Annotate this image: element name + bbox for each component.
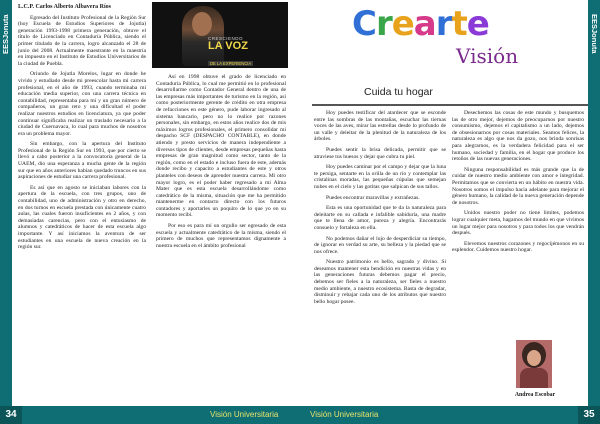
right-article-column-1 <box>314 110 446 309</box>
banner-subtitle: DE LA EXPERIENCIA <box>210 61 252 66</box>
article-author-name: Andrea Escobar <box>514 392 556 398</box>
right-article-column-2 <box>452 110 584 258</box>
logo-letter: a <box>413 4 436 44</box>
logo-letters <box>352 4 489 44</box>
author-photo-banner <box>152 2 288 68</box>
article-paragraph: Ninguna responsabilidad es más grande que la de cuidar de nuestro medio ambiente con amor e integridad. Permitamos que se convierta en un hábito en nuestra vida. Nosotros somos el impulso hacia adelante para mejorar el género humano, la calidad de la nueva generación depende de nosotros. <box>452 166 584 206</box>
article-paragraph: Hoy puedes testificar del atardecer que se esconde entre las sombras de las montañas, escuchar las tiernas voces de las aves, mirar las estrellas desde lo profundo de un valle y deleitar de la plenitud de la naturaleza de los árboles. <box>314 110 446 143</box>
article-paragraph: Desechemos las cosas de este mundo y busquemos las de otro mejor, dejemos de preocuparnos por nuestro consumismo, dejemos el capitalismo a un lado, dejemos de obsesionarnos por cosas materiales. Seamos felices, la naturaleza es algo que nos da gozo, nos brinda sonrisas para alegrarnos, es la verdadera felicidad para el ser humano, sociedad y familia, en el hogar que produce los retoños de las nuevas generaciones. <box>452 110 584 163</box>
left-side-tab-label: EESJonuta <box>1 14 10 54</box>
crearte-vision-logo <box>300 0 600 74</box>
article-paragraph: No podemos dañar el lujo de desperdiciar su tiempo, de ignorar en verdad su arte, su belleza y la piedad que se nos ofrece. <box>314 235 446 255</box>
title-divider <box>312 104 588 106</box>
article-paragraph: Elevemos nuestros corazones y regocijémonos en su esplendor. Cuidemos nuestro hogar. <box>452 240 584 254</box>
logo-letter: e <box>466 4 489 44</box>
right-page-number: 35 <box>578 406 600 424</box>
right-footer-bar <box>300 406 600 424</box>
article-paragraph: Hoy puedes caminar por el campo y dejar que la luna te persiga, sentarte en la orilla de un río y contemplar las cristalinas moradas, las pequeñas cúpulas que semejan nubes en el cielo y las gotitas que salpican de sus tallos. <box>314 164 446 190</box>
banner-small-text: CRESCIENDO <box>208 36 244 41</box>
article-paragraph: Unidos nuestro poder no tiene límites, podemos lograr cualquier meta, hagamos del mundo en que vivimos un lugar mejor para nosotros y para todos los que vendrán después. <box>452 210 584 237</box>
article-paragraph: Así en 1998 obtuve el grado de licenciado en Contaduría Pública, lo cual me permitió en lo profesional desarrollarme como Contador General dentro de una de las empresas más importantes de turismo en la región, así como posteriormente gerente de crédito en otra empresa de refacciones en este género, pude laborar ingresado al sistema bancario, pero no lo realice por razones personales, sin embargo, en estos años realice dos de mis máximos logros profesionales, el primero consolidar mi despacho SCF (DESPACHO CONTABLE), en donde atiendo y presto servicios de manera independiente a diversos tipos de clientes, desde empresas pequeñas hasta empresas de gran magnitud como sector, tanto de la región, como en el estado e incluso fuera de este, además donde recibo y capacito a estudiantes de este y otros planteles con deseos de aprender nuestra carrera. Mi otro mayor logro, es el poder haber regresado a mi Alma Mater que es esta escuela desarrollándome como catedrático de la misma, situación que me ha permitido mantenerme en contacto directo con los futuros contadores y aportarles un poquito de lo que yo en su momento recibí. <box>156 74 286 219</box>
left-side-tab <box>0 0 12 424</box>
logo-letter: r <box>375 4 392 44</box>
article-author-heading: L.C.P. Carlos Alberto Albavera Ríos <box>18 4 111 10</box>
voz-experiencia-banner <box>208 36 286 64</box>
left-page-number: 34 <box>0 406 22 424</box>
article-paragraph: Por eso es para mí un orgullo ser egresado de esta escuela y actualmente catedrático de la misma, siendo el primero de muchos que representamos dignamente a nuestra escuela en el ámbito profesional <box>156 223 286 249</box>
portrait-face <box>527 350 541 366</box>
portrait-body <box>520 368 548 388</box>
article-paragraph: Oriundo de Jojutla Morelos, lugar en donde he vivido y estudiado desde mi preescolar hasta mi carrera profesional, en el año de 1993, cuando terminaba mi educación media superior, con una carrera técnica en contabilidad, representaba para mí y un gran número de compañeros, un gran reto y una dificultad el poder realizar nuestros estudios en licenciatura, ya que poder continuar significaba realizar un traslado necesario a la ciudad de Cuernavaca, lo cual para muchos de nosotros era un problema mayor. <box>18 71 146 137</box>
left-footer-title: Visión Universitaria <box>210 410 279 419</box>
logo-letter: t <box>451 4 467 44</box>
logo-letter: C <box>352 4 376 44</box>
author-portrait <box>516 340 552 388</box>
right-side-tab-label: EESJonuta <box>590 14 599 54</box>
right-page <box>300 0 600 424</box>
article-paragraph: Puedes sentir la brisa delicada, permitir que se atraviese tus huesos y dejar que cubra tu piel. <box>314 146 446 160</box>
left-article-column-2 <box>156 74 286 253</box>
left-footer-bar <box>0 406 300 424</box>
article-paragraph: Esta es una oportunidad que te da la naturaleza para deleitarte en su callada e infalible sabiduría, una madre que te llena de amor, pureza y alegría. Encontrarás consuelo y fortaleza en ella. <box>314 205 446 231</box>
left-article-column-1 <box>18 4 146 255</box>
logo-letter: e <box>391 4 414 44</box>
article-paragraph: Es así que en agosto se iniciaban labores con la apertura de la escuela, con tres grupos, uno de contabilidad, uno de administración y otro en derecho, en dos turnos en escuela prestada con únicamente cuatro aulas, las cuales fueron insuficientes en 2 años, y con demasiadas carencias, pero con el entusiasmo de alumnos y catedráticos de hacer de esta escuela algo importante. Y así iniciamos la aventura de ser estudiantes en una escuela de nueva creación en la región sur. <box>18 184 146 251</box>
person-face <box>192 12 212 36</box>
article-paragraph: Nuestro patrimonio es bello, sagrado y divino. Si deseamos mantener esta bendición en nuestras vidas y en las generaciones futuras debemos pagar el precio, debemos ser fieles a la naturaleza, ser fieles a nuestro medio ambiente, a nuestro ecosistema. Basta de degradar, disminuir y rebajar cada uno de los atributos que nuestro bello hogar posee. <box>314 259 446 305</box>
right-side-tab <box>588 0 600 424</box>
article-paragraph: Sin embargo, con la apertura del Instituto Profesional de la Región Sur en 1993, que por cierto se llevó a cabo posterior a la convocatoria general de la UAEM, dio una esperanza a mucha gente de la región sur que en años anteriores habían quedado truncos en sus aspiraciones de estudiar una carrera profesional. <box>18 141 146 181</box>
section-title: Cuida tu hogar <box>364 86 433 98</box>
right-footer-title: Visión Universitaria <box>310 410 379 419</box>
article-paragraph: Puedes encontrar maravillas y extrañezas. <box>326 194 420 201</box>
logo-letter: r <box>435 4 452 44</box>
banner-big-text: LA VOZ <box>208 40 248 52</box>
logo-vision-word: Visión <box>456 44 519 68</box>
article-paragraph: Egresado del Instituto Profesional de la Región Sur (hoy Escuela de Estudios Superiores de Jojutla) generación 1993-1998 primera generación, obtuve el título de Licenciado en Contaduría Pública, siendo el primer titulado de la carrera, logro alcanzado el 28 de junio del 2008. Actualmente maestrante en la maestría en impuesto en el Instituto de Estudios Universitarios de la ciudad de Puebla. <box>18 14 146 67</box>
